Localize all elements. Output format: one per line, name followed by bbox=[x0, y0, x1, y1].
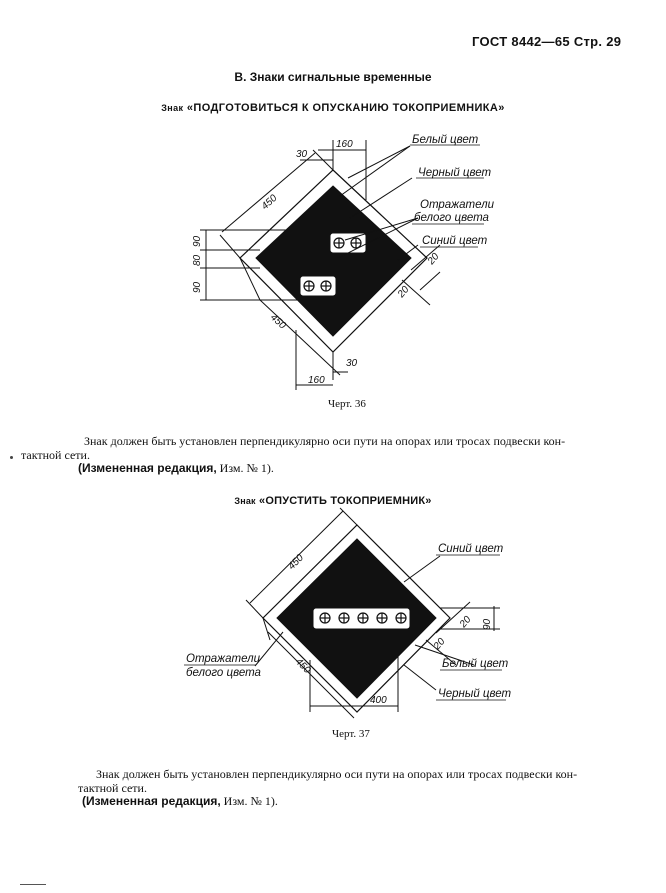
sign2-title-prefix: Знак bbox=[234, 496, 256, 506]
paragraph1-line1: Знак должен быть установлен перпендикулярно оси пути на опорах или тросах подвески кон- bbox=[84, 434, 566, 448]
dim-20-a: 20 bbox=[425, 251, 442, 267]
label2-reflectors-2: белого цвета bbox=[186, 667, 261, 679]
dim-20-b: 20 bbox=[395, 284, 412, 300]
scan-mark bbox=[20, 884, 46, 885]
dim-30-bottom: 30 bbox=[346, 358, 358, 369]
caption-36: Черт. 36 bbox=[328, 398, 366, 410]
paragraph2-amend-rest: Изм. № 1). bbox=[220, 794, 278, 808]
paragraph2-line1: Знак должен быть установлен перпендикулярно оси пути на опорах или тросах подвески кон- bbox=[96, 767, 578, 781]
dim2-450-top: 450 bbox=[286, 552, 306, 573]
sign2-title-text: «ОПУСТИТЬ ТОКОПРИЕМНИК» bbox=[259, 495, 432, 507]
caption-37: Черт. 37 bbox=[332, 728, 370, 740]
dim-90-a: 90 bbox=[192, 235, 203, 247]
dim-30-top: 30 bbox=[296, 149, 308, 160]
page-header: ГОСТ 8442—65 Стр. 29 bbox=[472, 34, 622, 49]
paragraph2-amend-bold: (Измененная редакция, bbox=[82, 794, 221, 808]
dim2-450-bottom: 450 bbox=[292, 656, 313, 676]
paragraph1-amend-bold: (Измененная редакция, bbox=[78, 461, 217, 475]
paragraph2-amendment bbox=[82, 794, 278, 809]
dim2-20-a: 20 bbox=[457, 614, 474, 630]
sign1-title-text: «ПОДГОТОВИТЬСЯ К ОПУСКАНИЮ ТОКОПРИЕМНИКА» bbox=[186, 102, 505, 114]
dim-450-left: 450 bbox=[259, 192, 280, 213]
dim2-90: 90 bbox=[482, 618, 493, 630]
dim-80: 80 bbox=[192, 254, 203, 266]
dim-90-b: 90 bbox=[192, 281, 203, 293]
sign1-title-prefix: Знак bbox=[161, 103, 184, 113]
label-reflectors-2: белого цвета bbox=[414, 212, 489, 224]
label2-black-color: Черный цвет bbox=[438, 688, 512, 700]
label2-blue-color: Синий цвет bbox=[438, 543, 504, 555]
label-blue-color: Синий цвет bbox=[422, 235, 488, 247]
dim-450-bottom: 450 bbox=[267, 312, 288, 332]
dim2-400: 400 bbox=[370, 695, 387, 706]
label-black-color: Черный цвет bbox=[418, 167, 492, 179]
dim-160-top: 160 bbox=[336, 139, 353, 150]
label-white-color: Белый цвет bbox=[412, 134, 479, 146]
label2-white-color: Белый цвет bbox=[442, 658, 509, 670]
paragraph1-line2: тактной сети. bbox=[21, 448, 90, 462]
dim-160-bottom: 160 bbox=[308, 375, 325, 386]
section-title: В. Знаки сигнальные временные bbox=[234, 70, 432, 84]
paragraph1-amend-rest: Изм. № 1). bbox=[216, 461, 274, 475]
label2-reflectors-1: Отражатели bbox=[186, 653, 260, 665]
dim2-20-b: 20 bbox=[431, 636, 448, 652]
paragraph2-line2: тактной сети. bbox=[78, 781, 147, 795]
label-reflectors-1: Отражатели bbox=[420, 199, 494, 211]
